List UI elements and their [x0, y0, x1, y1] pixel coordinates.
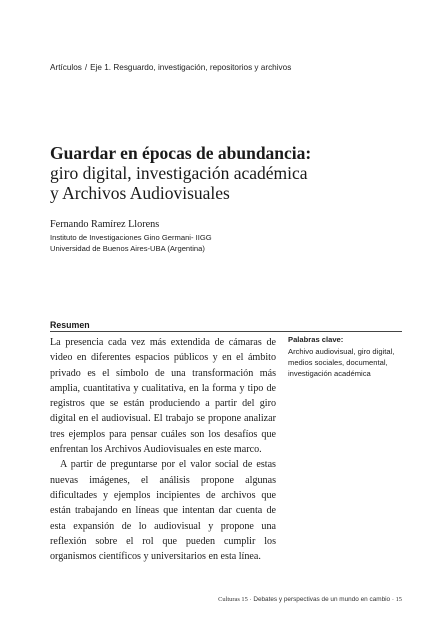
article-title	[50, 143, 390, 203]
keywords-box	[288, 334, 398, 379]
abstract-divider	[50, 331, 402, 332]
affiliation-university: Universidad de Buenos Aires-UBA (Argentina)	[50, 244, 205, 253]
axis-label: Eje 1. Resguardo, investigación, repositorios y archivos	[90, 63, 292, 72]
header-separator: /	[84, 63, 88, 72]
abstract-heading: Resumen	[50, 320, 90, 330]
footer-journal: Culturas 15	[218, 596, 248, 603]
abstract-body	[50, 335, 276, 564]
running-header	[50, 63, 410, 72]
author-name: Fernando Ramírez Llorens	[50, 219, 160, 230]
keywords-text: Archivo audiovisual, giro digital, medios sociales, documental, investigación académica	[288, 347, 395, 378]
abstract-paragraph-2: A partir de preguntarse por el valor social de estas nuevas imágenes, el análisis propone algunas dificultades y ejemplos incipientes de archivos que están trabajando en líneas que intentan dar cuenta de esta expansión de lo audiovisual y propone una reflexión sobre el rol que pueden cumplir los organismos científicos y universitarios en esta línea.	[50, 459, 276, 563]
title-line-3: y Archivos Audiovisuales	[50, 183, 230, 203]
keywords-heading: Palabras clave:	[288, 335, 344, 344]
affiliation-institute: Instituto de Investigaciones Gino Germani- IIGG	[50, 233, 212, 242]
abstract-paragraph-1: La presencia cada vez más extendida de cámaras de video en diferentes espacios públicos y en el ámbito privado es el símbolo de una transformación más amplia, cuantitativa y cualitativa, en la forma y tipo de registros que se están produciendo a partir del giro digital en el audiovisual. El trabajo se propone analizar tres ejemplos para pensar cuáles son los desafíos que enfrentan los Archivos Audiovisuales en este marco.	[50, 337, 276, 456]
section-label: Artículos	[50, 63, 82, 72]
footer-subtitle: · Debates y perspectivas de un mundo en cambio ·	[249, 596, 394, 603]
title-main: Guardar en épocas de abundancia:	[50, 143, 312, 163]
title-line-2: giro digital, investigación académica	[50, 163, 308, 183]
page-footer	[218, 596, 402, 603]
footer-page-number: 15	[395, 596, 402, 603]
